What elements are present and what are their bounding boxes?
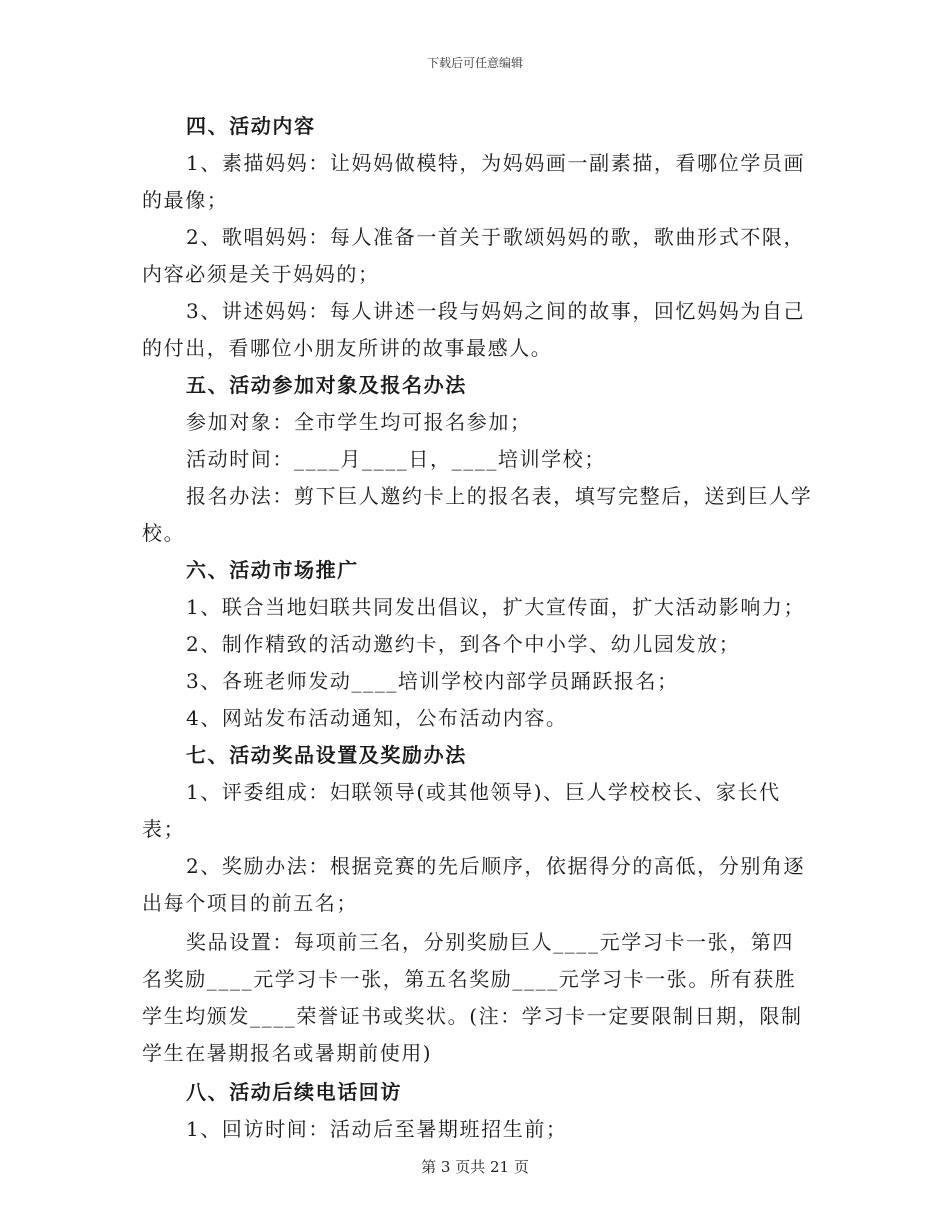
paragraph: 1、素描妈妈：让妈妈做模特，为妈妈画一副素描，看哪位学员画的最像；	[142, 151, 806, 212]
document-body	[142, 108, 814, 1148]
paragraph: 4、网站发布活动通知，公布活动内容。	[186, 706, 568, 730]
paragraph: 报名办法：剪下巨人邀约卡上的报名表，填写完整后，送到巨人学校。	[142, 484, 813, 545]
section-heading-4: 四、活动内容	[186, 114, 316, 138]
paragraph: 奖品设置：每项前三名，分别奖励巨人____元学习卡一张，第四名奖励____元学习卡一张，第五名奖励____元学习卡一张。所有获胜学生均颁发____荣誉证书或奖状。(注：学习卡一定要限制日期，限制学生在暑期报名或暑期前使用)	[142, 930, 803, 1065]
section-heading-7: 七、活动奖品设置及奖励办法	[186, 743, 467, 767]
section-heading-8: 八、活动后续电话回访	[186, 1080, 402, 1104]
page-footer: 第 3 页共 21 页	[421, 1158, 529, 1176]
page-header: 下载后可任意编辑	[426, 56, 523, 70]
paragraph: 活动时间：____月____日，____培训学校；	[186, 447, 606, 471]
section-heading-5: 五、活动参加对象及报名办法	[186, 373, 467, 397]
paragraph: 2、制作精致的活动邀约卡，到各个中小学、幼儿园发放；	[186, 632, 741, 656]
paragraph: 1、联合当地妇联共同发出倡议，扩大宣传面，扩大活动影响力；	[186, 595, 806, 619]
paragraph: 参加对象：全市学生均可报名参加；	[186, 410, 532, 434]
paragraph: 3、讲述妈妈：每人讲述一段与妈妈之间的故事，回忆妈妈为自己的付出，看哪位小朋友所讲的故事最感人。	[142, 299, 806, 360]
paragraph: 1、回访时间：活动后至暑期班招生前；	[186, 1117, 568, 1141]
section-heading-6: 六、活动市场推广	[186, 558, 359, 582]
paragraph: 2、奖励办法：根据竞赛的先后顺序，依据得分的高低，分别角逐出每个项目的前五名；	[142, 854, 806, 915]
paragraph: 1、评委组成：妇联领导(或其他领导)、巨人学校校长、家长代表；	[142, 780, 781, 841]
paragraph: 3、各班老师发动____培训学校内部学员踊跃报名；	[186, 669, 679, 693]
paragraph: 2、歌唱妈妈：每人准备一首关于歌颂妈妈的歌，歌曲形式不限，内容必须是关于妈妈的；	[142, 225, 806, 286]
